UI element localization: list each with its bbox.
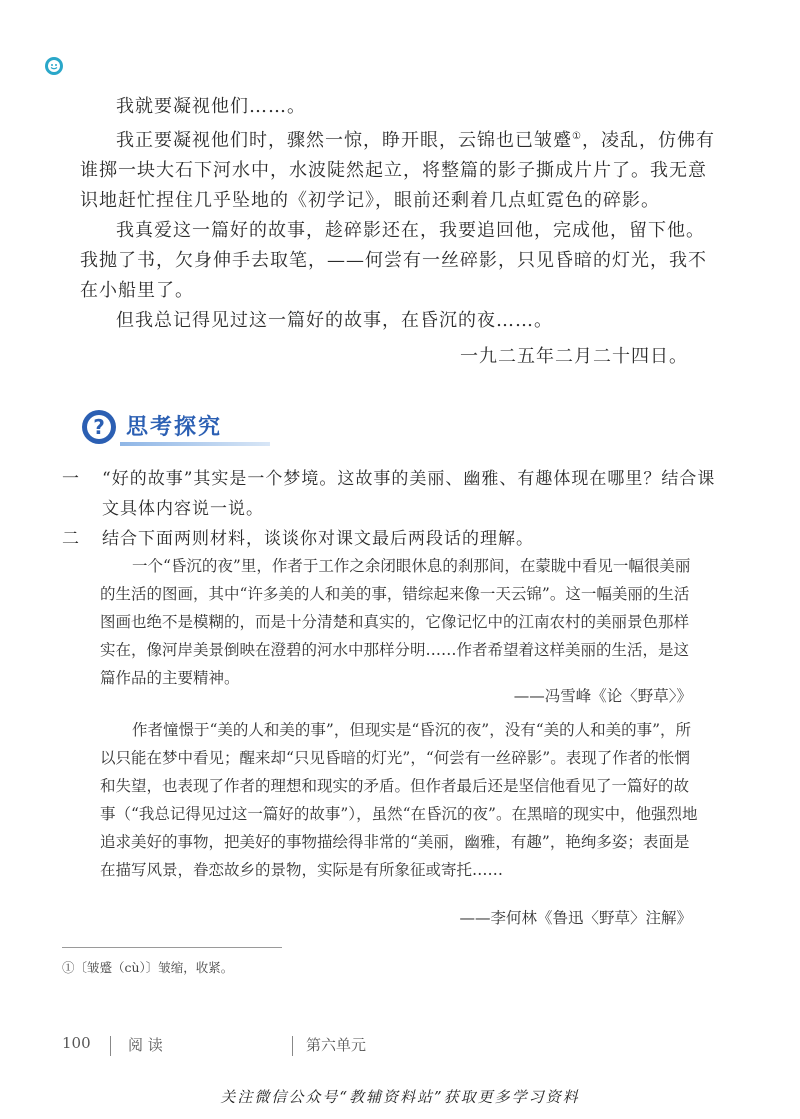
footnote-marker: ① — [572, 131, 582, 142]
material-text: 一个“昏沉的夜”里，作者于工作之余闭眼休息的刹那间，在蒙眬中看见一幅很美丽的生活的图画，其中“许多美的人和美的事，错综起来像一天云锦”。这一幅美丽的生活图画也绝不是模糊的，而是十分清楚和真实的，它像记忆中的江南农村的美丽景色那样实在，像河岸美景倒映在澄碧的河水中那样分明……作者希望着这样美丽的生活，是这篇作品的主要精神。 — [100, 557, 691, 687]
paragraph-2 — [80, 122, 720, 216]
question-1 — [62, 464, 722, 524]
material-1-source: ——冯雪峰《论〈野草〉》 — [513, 687, 692, 705]
footer-divider — [292, 1036, 293, 1056]
paragraph-3: 我真爱这一篇好的故事，趁碎影还在，我要追回他，完成他，留下他。我抛了书，欠身伸手去取笔，——何尝有一丝碎影，只见昏暗的灯光，我不在小船里了。 — [80, 220, 707, 301]
smiley-badge-icon — [44, 56, 64, 76]
material-text: 作者憧憬于“美的人和美的事”，但现实是“昏沉的夜”，没有“美的人和美的事”，所以只能在梦中看见；醒来却“只见昏暗的灯光”，“何尝有一丝碎影”。表现了作者的怅惘和失望，也表现了作者的理想和现实的矛盾。但作者最后还是坚信他看见了一篇好的故事（“我总记得见过这一篇好的故事”），虽然“在昏沉的夜”。在黑暗的现实中，他强烈地追求美好的事物，把美好的事物描绘得非常的“美丽，幽雅，有趣”，艳绚多姿；表面是在描写风景，眷恋故乡的景物，实际是有所象征或寄托…… — [100, 721, 698, 879]
question-number: 一 — [62, 469, 80, 489]
material-1 — [100, 552, 700, 692]
footnote: ①〔皱蹙（cù）〕皱缩，收紧。 — [62, 960, 234, 975]
paragraph-2-start: 我正要凝视他们时，骤然一惊，睁开眼，云锦也已皱蹙 — [116, 130, 572, 151]
title-underline — [120, 442, 270, 446]
story-ending — [80, 92, 720, 336]
material-2 — [100, 716, 700, 884]
date-line: 一九二五年二月二十四日。 — [460, 346, 688, 367]
footer-section: 阅 读 — [128, 1036, 163, 1054]
question-text: 结合下面两则材料，谈谈你对课文最后两段话的理解。 — [102, 529, 534, 549]
paragraph-2-end: ，凌乱，仿佛有谁掷一块大石下河水中，水波陡然起立，将整篇的影子撕成片片了。我无意识地赶忙捏住几乎坠地的《初学记》，眼前还剩着几点虹霓色的碎影。 — [80, 130, 715, 211]
section-title: 思考探究 — [126, 415, 223, 440]
footer-divider — [110, 1036, 111, 1056]
question-number: 二 — [62, 529, 80, 549]
page-number: 100 — [62, 1034, 91, 1052]
watermark-text: 关注微信公众号“教辅资料站”获取更多学习资料 — [220, 1088, 580, 1106]
footnote-divider — [62, 947, 282, 948]
svg-text:?: ? — [93, 415, 105, 439]
question-text: “好的故事”其实是一个梦境。这故事的美丽、幽雅、有趣体现在哪里？结合课文具体内容说一说。 — [102, 469, 716, 519]
section-heading — [80, 408, 280, 452]
footer-unit: 第六单元 — [306, 1036, 367, 1054]
question-2 — [62, 524, 722, 554]
paragraph-1: 我就要凝视他们……。 — [116, 96, 306, 117]
question-badge-icon — [80, 408, 118, 446]
paragraph-4: 但我总记得见过这一篇好的故事，在昏沉的夜……。 — [116, 310, 553, 331]
page-footer — [62, 1034, 762, 1060]
material-2-source: ——李何林《鲁迅〈野草〉注解》 — [459, 909, 692, 927]
